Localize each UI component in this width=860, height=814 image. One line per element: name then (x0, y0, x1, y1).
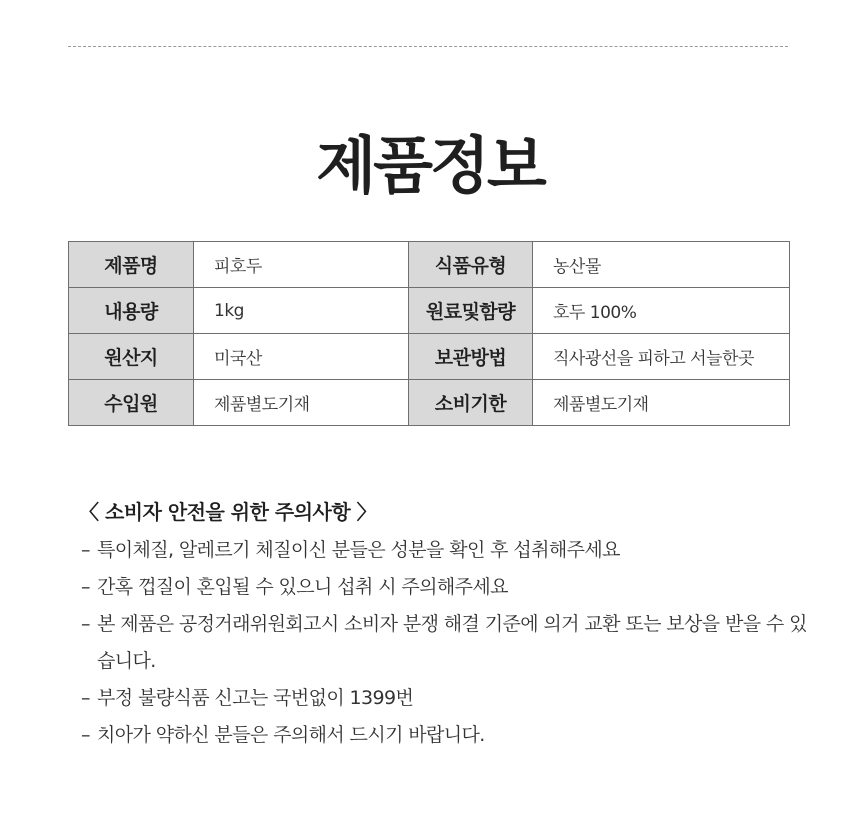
label-net-content: 내용량 (69, 288, 194, 334)
product-info-table (68, 241, 790, 426)
value-net-content: 1kg (194, 288, 409, 334)
dash-bullet: – (81, 576, 90, 598)
label-storage: 보관방법 (409, 334, 533, 380)
value-importer: 제품별도기재 (194, 380, 409, 426)
notice-text: 간혹 껍질이 혼입될 수 있으니 섭취 시 주의해주세요 (97, 576, 508, 598)
label-ingredients: 원료및함량 (409, 288, 533, 334)
label-food-type: 식품유형 (409, 242, 533, 288)
notice-text: 치아가 약하신 분들은 주의해서 드시기 바랍니다. (97, 724, 485, 746)
notice-text: 특이체질, 알레르기 체질이신 분들은 성분을 확인 후 섭취해주세요 (97, 539, 620, 561)
page-title: 제품정보 (316, 129, 544, 202)
value-origin: 미국산 (194, 334, 409, 380)
list-item (79, 532, 809, 569)
safety-notice (79, 494, 809, 754)
table-row (69, 288, 790, 334)
dash-bullet: – (81, 613, 90, 635)
dash-bullet: – (81, 539, 90, 561)
label-importer: 수입원 (69, 380, 194, 426)
dash-bullet: – (81, 724, 90, 746)
notice-heading: 〈 소비자 안전을 위한 주의사항 〉 (79, 500, 377, 524)
notice-list (79, 532, 809, 754)
list-item (79, 569, 809, 606)
label-origin: 원산지 (69, 334, 194, 380)
value-product-name: 피호두 (194, 242, 409, 288)
value-food-type: 농산물 (533, 242, 790, 288)
table-row (69, 380, 790, 426)
list-item (79, 606, 809, 680)
table-row (69, 242, 790, 288)
label-product-name: 제품명 (69, 242, 194, 288)
value-expiry: 제품별도기재 (533, 380, 790, 426)
table-row (69, 334, 790, 380)
label-expiry: 소비기한 (409, 380, 533, 426)
notice-text: 부정 불량식품 신고는 국번없이 1399번 (97, 687, 414, 709)
dash-bullet: – (81, 687, 90, 709)
top-dashed-divider (68, 46, 788, 47)
list-item (79, 717, 809, 754)
notice-text: 본 제품은 공정거래위원회고시 소비자 분쟁 해결 기준에 의거 교환 또는 보상을 받을 수 있습니다. (97, 613, 807, 672)
list-item (79, 680, 809, 717)
value-ingredients: 호두 100% (533, 288, 790, 334)
value-storage: 직사광선을 피하고 서늘한곳 (533, 334, 790, 380)
